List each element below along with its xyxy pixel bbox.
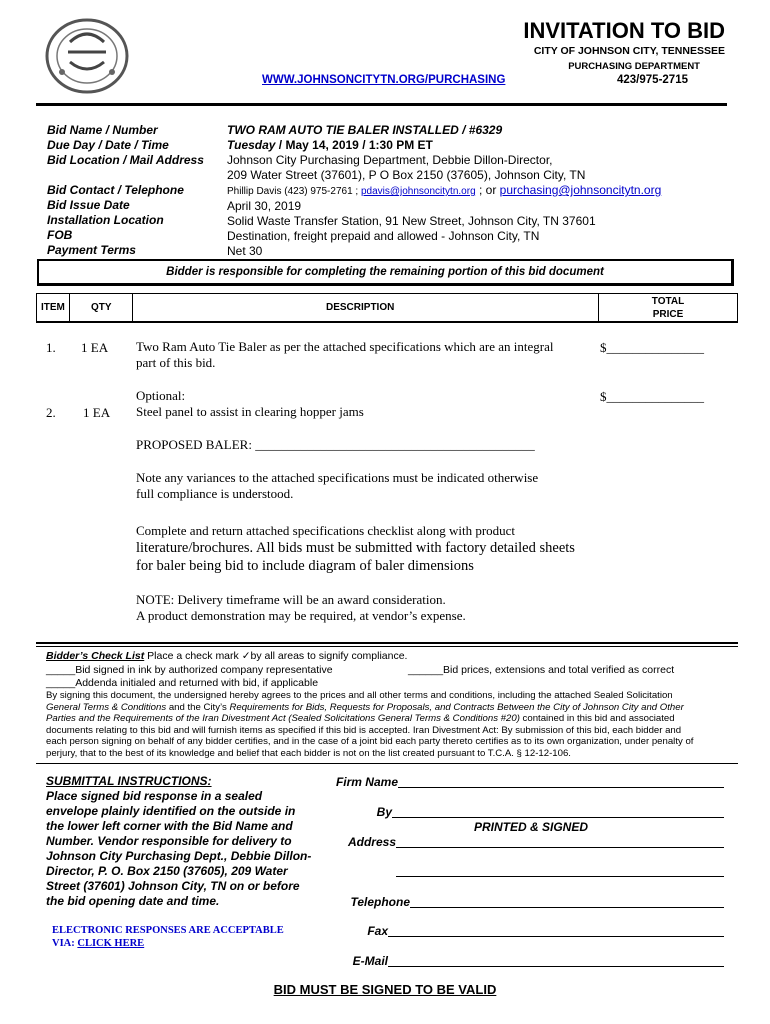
label-bid-name: Bid Name / Number xyxy=(47,123,158,137)
firm-name-label: Firm Name xyxy=(335,775,398,789)
firm-name-field[interactable] xyxy=(398,787,724,788)
document-title: INVITATION TO BID xyxy=(523,18,725,43)
item-price-field[interactable]: $_______________ xyxy=(600,389,704,404)
fax-field[interactable] xyxy=(388,936,724,937)
check-item-addenda[interactable]: _____Addenda initialed and returned with bid, if applicable xyxy=(46,677,319,689)
label-payment-terms: Payment Terms xyxy=(47,243,136,257)
address-field[interactable] xyxy=(396,847,724,848)
location-line-1: Johnson City Purchasing Department, Debbie Dillon-Director, xyxy=(227,153,553,167)
complete-return-note: Complete and return attached specifications checklist along with product literature/brochures. All bids must be submitted with factory detailed sheets for baler being bid to include diagram of baler dimensions xyxy=(136,523,575,574)
due-date-value: Tuesday / May 14, 2019 / 1:30 PM ET xyxy=(227,138,433,152)
city-seal-logo xyxy=(42,16,132,96)
telephone-field[interactable] xyxy=(410,907,724,908)
check-item-signed[interactable]: _____Bid signed in ink by authorized company representative xyxy=(46,664,333,676)
items-table-header xyxy=(36,293,738,323)
by-field[interactable] xyxy=(392,817,724,818)
col-total-header: TOTAL PRICE xyxy=(651,296,685,320)
bid-info-values xyxy=(227,123,661,259)
bid-name-value: TWO RAM AUTO TIE BALER INSTALLED / #6329 xyxy=(227,123,503,137)
check-item-prices[interactable]: ______Bid prices, extensions and total verified as correct xyxy=(408,664,675,676)
label-fob: FOB xyxy=(47,228,73,242)
col-item-header: ITEM xyxy=(41,302,65,313)
electronic-responses-note: ELECTRONIC RESPONSES ARE ACCEPTABLE VIA: CLICK HERE xyxy=(52,925,284,949)
item-number: 2. xyxy=(46,405,56,420)
department-phone: 423/975-2715 xyxy=(617,74,688,86)
address-field-2[interactable] xyxy=(396,876,724,877)
fob-value: Destination, freight prepaid and allowed - Johnson City, TN xyxy=(227,229,540,243)
department-name: PURCHASING DEPARTMENT xyxy=(568,61,700,72)
address-label: Address xyxy=(347,835,396,849)
purchasing-url-link[interactable]: WWW.JOHNSONCITYTN.ORG/PURCHASING xyxy=(262,74,506,86)
item-description: Optional: Steel panel to assist in clearing hopper jams xyxy=(136,388,364,419)
must-be-signed-notice: BID MUST BE SIGNED TO BE VALID xyxy=(273,982,497,997)
telephone-label: Telephone xyxy=(350,895,410,909)
label-bid-contact: Bid Contact / Telephone xyxy=(47,183,184,197)
printed-signed-label: PRINTED & SIGNED xyxy=(474,820,589,834)
email-field[interactable] xyxy=(388,966,724,967)
header-rule xyxy=(36,103,727,106)
click-here-link[interactable]: CLICK HERE xyxy=(77,938,145,949)
install-location-value: Solid Waste Transfer Station, 91 New Street, Johnson City, TN 37601 xyxy=(227,214,596,228)
submittal-instructions: Place signed bid response in a sealed envelope plainly identified on the outside in the lower left corner with the Bid Name and Number. Vendor responsible for delivery to Johnson City Purchasing Dept., Debbie Dillon- Director, P. O. Box 2150 (37605), 209 Water Street (37601) Johnson City, TN on or before the bid opening date and time. xyxy=(46,789,312,908)
optional-label: Optional: xyxy=(136,388,186,403)
email-label: E-Mail xyxy=(352,954,388,968)
delivery-note: NOTE: Delivery timeframe will be an award consideration. A product demonstration may be required, at vendor’s expense. xyxy=(136,592,466,623)
checklist-top-rule xyxy=(36,642,738,644)
proposed-baler-field[interactable]: PROPOSED BALER: ___________________________________________ xyxy=(136,437,535,452)
payment-terms-value: Net 30 xyxy=(227,244,263,258)
item-qty: 1 EA xyxy=(81,340,109,355)
item-price-field[interactable]: $_______________ xyxy=(600,340,704,355)
bid-info-labels xyxy=(47,123,204,258)
purchasing-email-link[interactable]: purchasing@johnsoncitytn.org xyxy=(499,183,662,197)
col-qty-header: QTY xyxy=(91,302,112,313)
checklist-top-rule-2 xyxy=(36,646,738,647)
city-name: CITY OF JOHNSON CITY, TENNESSEE xyxy=(533,45,725,57)
by-label: By xyxy=(376,805,392,819)
label-issue-date: Bid Issue Date xyxy=(47,198,130,212)
contact-value: Phillip Davis (423) 975-2761 ; pdavis@johnsoncitytn.org ; or purchasing@johnsoncitytn.org xyxy=(227,183,662,197)
submittal-title: SUBMITTAL INSTRUCTIONS: xyxy=(46,774,212,788)
checklist-bottom-rule xyxy=(36,763,738,764)
col-description-header: DESCRIPTION xyxy=(326,302,395,313)
legal-text: By signing this document, the undersigned hereby agrees to the prices and all other terms and conditions, including the attached Sealed Solicitation General Terms & Conditions and the City’s Requirements for Bids, Requests for Proposals, and Contracts Between the City of Johnson City and Other Parties and the Requirements of the Iran Divestment Act (Sealed Solicitations General Terms & Conditions #20) contained in this bid and associated documents relating to this bid and will furnish items as specified if this bid is accepted. Iran Divestment Act: By submission of this bid, each bidder and each person signing on behalf of any bidder certifies, and in the case of a joint bid each party thereto certifies as to its own organization, under penalty of perjury, that to the best of its knowledge and belief that each bidder is not on the list created pursuant to T.C.A. § 12-12-106. xyxy=(46,690,694,759)
fax-label: Fax xyxy=(367,924,388,938)
bidder-banner-text: Bidder is responsible for completing the remaining portion of this bid document xyxy=(166,266,604,278)
checklist-heading: Bidder’s Check List Place a check mark ✓by all areas to signify compliance. xyxy=(46,650,408,662)
item-qty: 1 EA xyxy=(83,405,111,420)
label-due-day: Due Day / Date / Time xyxy=(47,138,169,152)
item-number: 1. xyxy=(46,340,56,355)
location-line-2: 209 Water Street (37601), P O Box 2150 (37605), Johnson City, TN xyxy=(227,168,586,182)
label-bid-location: Bid Location / Mail Address xyxy=(47,153,204,167)
bidder-banner xyxy=(37,259,734,286)
item-description: Two Ram Auto Tie Baler as per the attached specifications which are an integral part of this bid. xyxy=(136,339,554,370)
label-install-location: Installation Location xyxy=(47,213,164,227)
contact-email-link[interactable]: pdavis@johnsoncitytn.org xyxy=(360,186,476,197)
variance-note: Note any variances to the attached specifications must be indicated otherwise full compliance is understood. xyxy=(136,470,539,501)
issue-date-value: April 30, 2019 xyxy=(227,199,302,213)
